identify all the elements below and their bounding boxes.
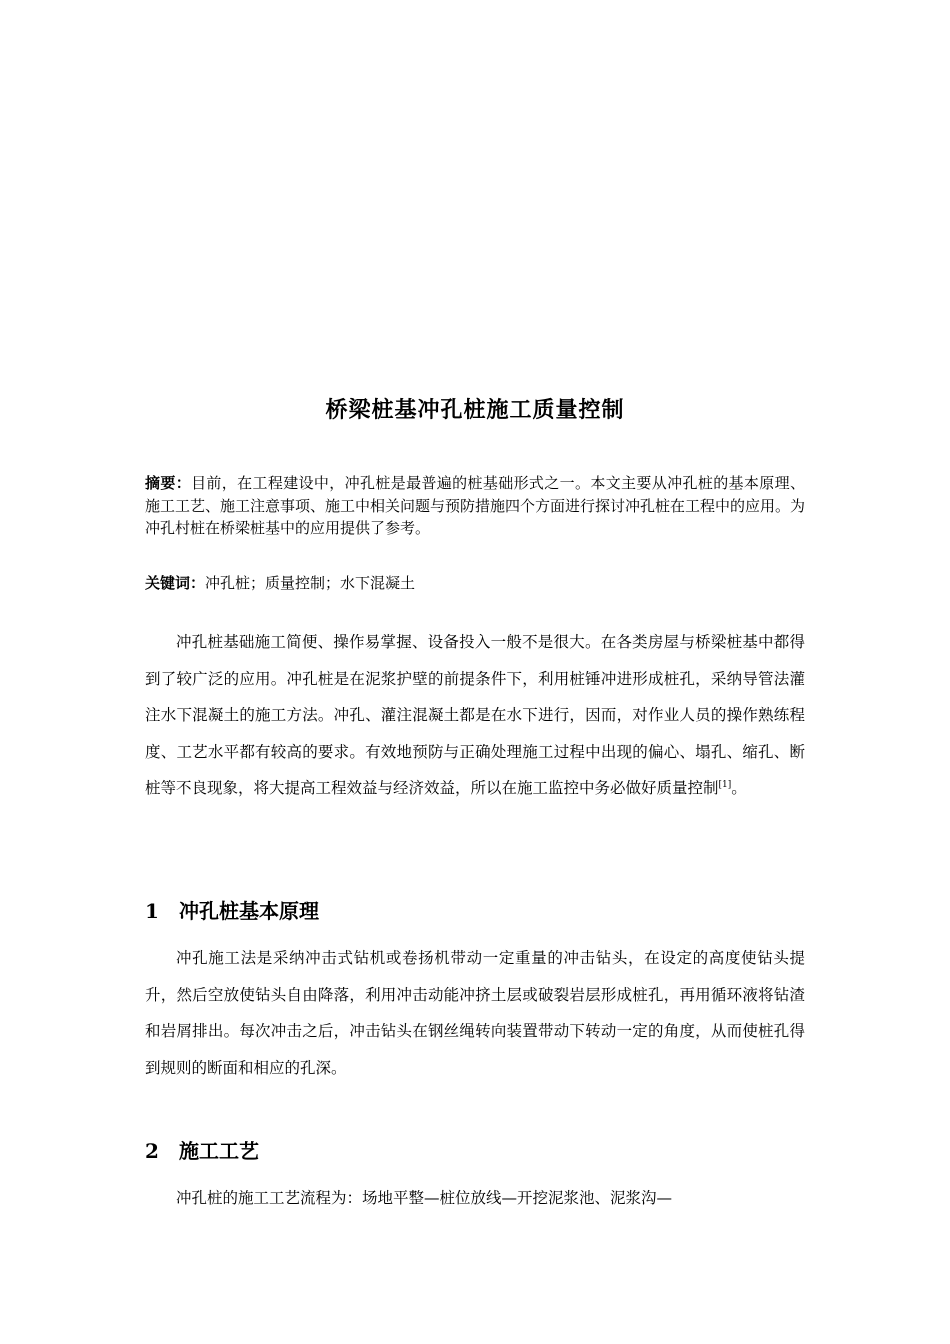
section-heading-1 — [145, 896, 805, 926]
intro-paragraph — [145, 624, 805, 807]
section-title: 冲孔桩基本原理 — [179, 899, 319, 923]
section-heading-2 — [145, 1136, 805, 1166]
keywords — [145, 572, 805, 594]
document-title: 桥梁桩基冲孔桩施工质量控制 — [325, 397, 625, 423]
abstract-text: 目前，在工程建设中，冲孔桩是最普遍的桩基础形式之一。本文主要从冲孔桩的基本原理、施工工艺、施工注意事项、施工中相关问题与预防措施四个方面进行探讨冲孔桩在工程中的应用。为冲孔村桩在桥梁桩基中的应用提供了参考。 — [145, 474, 806, 537]
citation-marker: [1] — [718, 780, 732, 791]
keywords-label: 关键词： — [145, 574, 206, 592]
abstract — [145, 472, 805, 540]
intro-end: 。 — [731, 779, 747, 798]
section-2-paragraph: 冲孔桩的施工工艺流程为：场地平整—桩位放线—开挖泥浆池、泥浆沟— — [176, 1189, 673, 1207]
section-1-paragraph: 冲孔施工法是采纳冲击式钻机或卷扬机带动一定重量的冲击钻头，在设定的高度使钻头提升，然后空放使钻头自由降落，利用冲击动能冲挤土层或破裂岩层形成桩孔，再用循环液将钻渣和岩屑排出。每次冲击之后，冲击钻头在钢丝绳转向装置带动下转动一定的角度，从而使桩孔得到规则的断面和相应的孔深。 — [145, 949, 805, 1077]
abstract-label: 摘要： — [145, 474, 192, 492]
section-number: 2 — [145, 1139, 159, 1163]
section-title: 施工工艺 — [179, 1139, 259, 1163]
intro-text: 冲孔桩基础施工简便、操作易掌握、设备投入一般不是很大。在各类房屋与桥梁桩基中都得到了较广泛的应用。冲孔桩是在泥浆护壁的前提条件下，利用桩锤冲进形成桩孔，采纳导管法灌注水下混凝土的施工方法。冲孔、灌注混凝土都是在水下进行，因而，对作业人员的操作熟练程度、工艺水平都有较高的要求。有效地预防与正确处理施工过程中出现的偏心、塌孔、缩孔、断桩等不良现象，将大提高工程效益与经济效益，所以在施工监控中务必做好质量控制 — [145, 633, 805, 798]
keywords-text: 冲孔桩；质量控制；水下混凝土 — [205, 574, 416, 592]
section-number: 1 — [145, 899, 159, 923]
